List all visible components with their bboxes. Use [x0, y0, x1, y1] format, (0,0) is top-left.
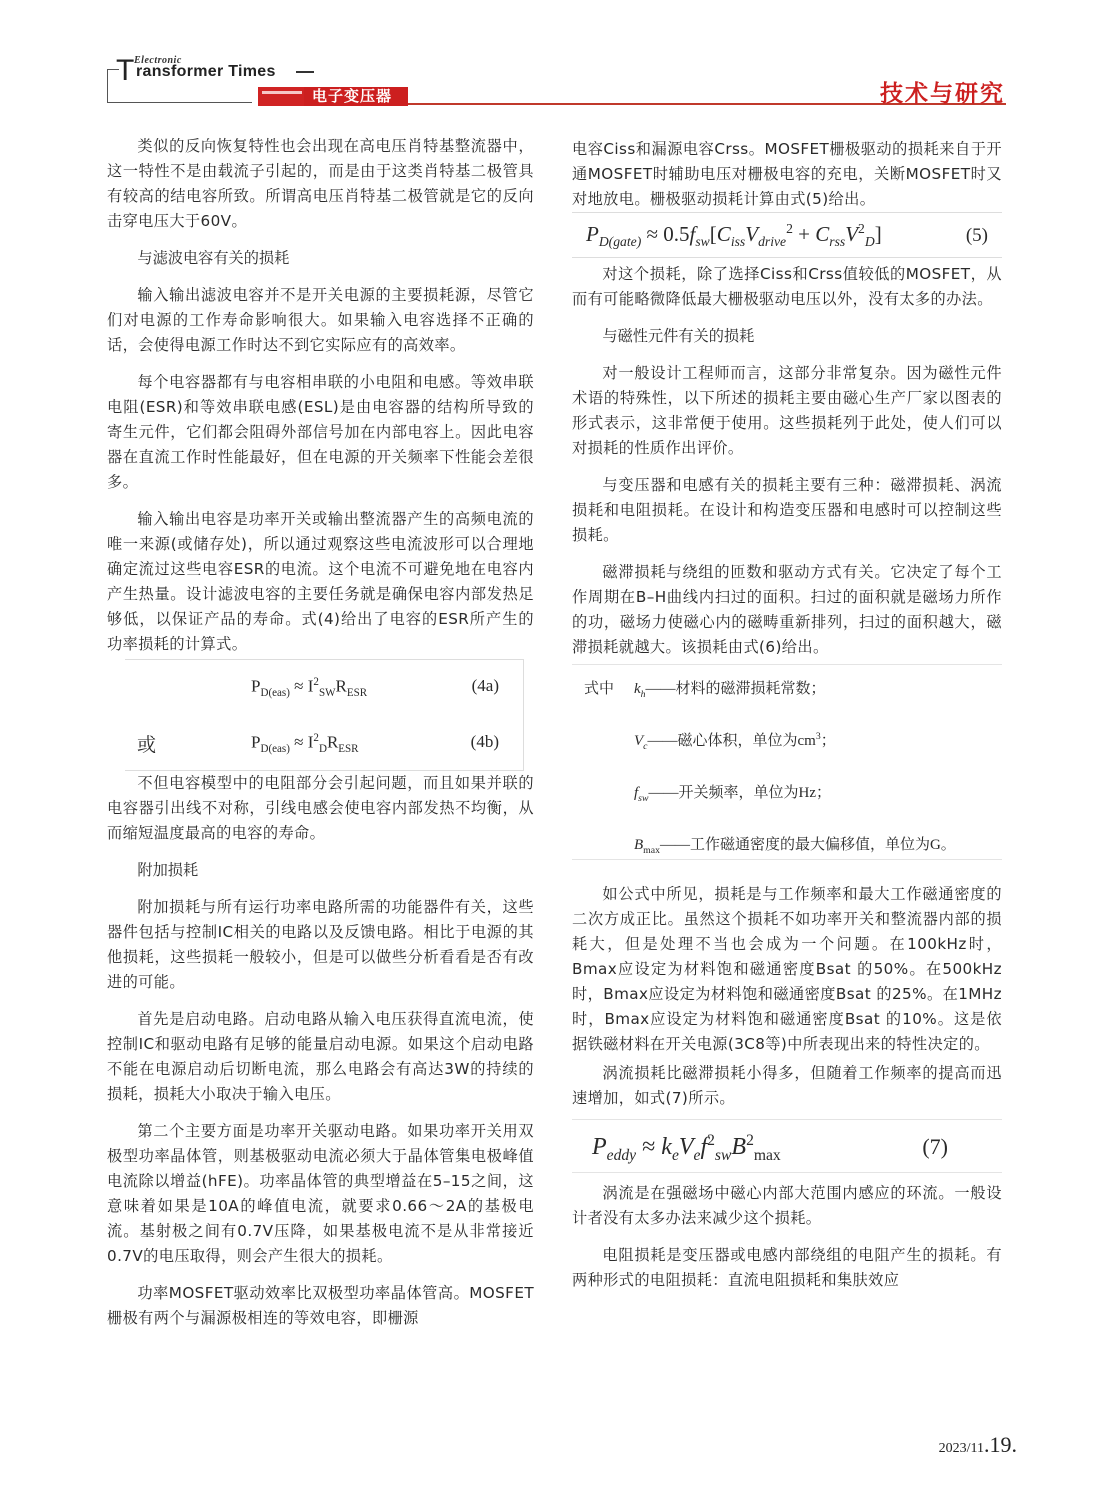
equation-4: [125, 659, 524, 771]
def-kh-text: ——材料的磁滞损耗常数；: [645, 681, 826, 697]
equation-4a: $P_{D(eas)} \approx I^2_{SW}R_{ESR}$: [251, 676, 368, 700]
equation-7-body: $P_{eddy} \approx k_eV_ef^2_{sw}B^2_{max}$: [592, 1132, 781, 1164]
paragraph: 电容Ciss和漏源电容Crss。MOSFET栅极驱动的损耗来自于开通MOSFET时辅助电压对栅极电容的充电，关断MOSFET时又对地放电。栅极驱动损耗计算由式(5)给出。: [572, 140, 1002, 208]
equation-4b-number: (4b): [470, 732, 499, 751]
paragraph: 对这个损耗，除了选择Ciss和Crss值较低的MOSFET，从而有可能略微降低最大栅极驱动电压以外，没有太多的办法。: [572, 265, 1002, 308]
paragraph: 输入输出滤波电容并不是开关电源的主要损耗源，尽管它们对电源的工作寿命影响很大。如果输入电容选择不正确的话，会使得电源工作时达不到它实际应有的高效率。: [107, 286, 534, 354]
subheading: 附加损耗: [137, 861, 199, 879]
paragraph: 涡流损耗比磁滞损耗小得多，但随着工作频率的提高而迅速增加，如式(7)所示。: [572, 1064, 1002, 1107]
equation-7-number: (7): [922, 1134, 948, 1159]
paragraph: 电阻损耗是变压器或电感内部绕组的电阻产生的损耗。有两种形式的电阻损耗：直流电阻损耗和集肤效应: [572, 1246, 1002, 1289]
paragraph: 输入输出电容是功率开关或输出整流器产生的高频电流的唯一来源(或储存处)，所以通过观察这些电流波形可以合理地确定流过这些电容ESR的电流。这个电流不可避免地在电容内产生热量。设计滤波电容的主要任务就是确保电容内部发热足够低，以保证产品的寿命。式(4)给出了电容的ESR所产生的功率损耗的计算式。: [107, 510, 534, 653]
masthead-rule-vertical: [107, 69, 108, 102]
equation-5: [572, 212, 1002, 258]
equation-6-definitions: [572, 664, 1002, 860]
def-bmax-text: ——工作磁通密度的最大偏移值，单位为G。: [659, 837, 956, 853]
paragraph: 首先是启动电路。启动电路从输入电压获得直流电流，使控制IC和驱动电路有足够的能量启动电源。如果这个启动电路不能在电源启动后切断电流，那么电路会有高达3W的持续的损耗，损耗大小取决于输入电压。: [107, 1010, 534, 1103]
def-kh: $k_h——$材料的磁滞损耗常数；: [634, 681, 826, 700]
masthead-dash: [296, 71, 314, 73]
paragraph: 第二个主要方面是功率开关驱动电路。如果功率开关用双极型功率晶体管，则基极驱动电流必须大于晶体管集电极峰值电流除以增益(hFE)。功率晶体管的典型增益在5–15之间，这意味着如果是10A的峰值电流，就要求0.66～2A的基极电流。基射极之间有0.7V压降，如果基极电流不是从非常接近0.7V的电压取得，则会产生很大的损耗。: [107, 1122, 534, 1265]
equation-5-number: (5): [965, 225, 988, 246]
def-vc-text: ——磁心体积，单位为cm: [647, 733, 816, 749]
def-fsw-text: ——开关频率，单位为Hz；: [648, 785, 831, 801]
equation-4a-number: (4a): [471, 676, 499, 695]
paragraph: 与变压器和电感有关的损耗主要有三种：磁滞损耗、涡流损耗和电阻损耗。在设计和构造变压器和电感时可以控制这些损耗。: [572, 476, 1002, 544]
issue-date: 2023/11: [938, 1441, 984, 1456]
def-bmax: $B_{max}——$工作磁通密度的最大偏移值，单位为G。: [634, 837, 956, 856]
equation-4b: $P_{D(eas)} \approx I^2_DR_{ESR}$: [251, 732, 359, 756]
equation-7: [572, 1119, 1002, 1173]
masthead-title: ransformer Times: [136, 63, 276, 80]
subheading: 与磁性元件有关的损耗: [602, 327, 755, 345]
page-footer: [939, 1432, 1017, 1458]
def-fsw: $f_{sw}——$开关频率，单位为Hz；: [634, 785, 831, 804]
page-number: .19.: [984, 1432, 1017, 1457]
or-label: 或: [137, 735, 157, 756]
def-vc-end: ；: [820, 733, 836, 749]
def-vc: $V_c——$磁心体积，单位为$cm^3$；: [634, 731, 836, 752]
paragraph: 对一般设计工程师而言，这部分非常复杂。因为磁性元件术语的特殊性，以下所述的损耗主要由磁心生产厂家以图表的形式表示，这非常便于使用。这些损耗列于此处，使人们可以对损耗的性质作出评价。: [572, 364, 1002, 457]
right-column: [572, 137, 1002, 1293]
left-column: [107, 134, 534, 1331]
section-title: 技术与研究: [880, 81, 1005, 107]
paragraph: 不但电容模型中的电阻部分会引起问题，而且如果并联的电容器引出线不对称，引线电感会使电容内部发热不均衡，从而缩短温度最高的电容的寿命。: [107, 774, 534, 842]
subheading: 与滤波电容有关的损耗: [137, 249, 290, 267]
masthead-stripe: [262, 91, 302, 94]
masthead-initial: T: [116, 54, 135, 87]
paragraph: 如公式中所见，损耗是与工作频率和最大工作磁通密度的二次方成正比。虽然这个损耗不如功率开关和整流器内部的损耗大，但是处理不当也会成为一个问题。在100kHz时，Bmax应设定为材料饱和磁通密度Bsat 的50%。在500kHz时，Bmax应设定为材料饱和磁通密度Bsat 的25%。在1MHz时，Bmax应设定为材料饱和磁通密度Bsat 的10%。这是依据铁磁材料在开关电源(3C8等)中所表现出来的特性决定的。: [572, 885, 1002, 1053]
paragraph: 涡流是在强磁场中磁心内部大范围内感应的环流。一般设计者没有太多办法来减少这个损耗。: [572, 1184, 1002, 1227]
paragraph: 功率MOSFET驱动效率比双极型功率晶体管高。MOSFET栅极有两个与漏源极相连的等效电容，即栅源: [107, 1284, 534, 1327]
masthead-small-text: Electronic: [134, 55, 182, 66]
paragraph: 附加损耗与所有运行功率电路所需的功能器件有关，这些器件包括与控制IC相关的电路以及反馈电路。相比于电源的其他损耗，这些损耗一般较小，但是可以做些分析看看是否有改进的可能。: [107, 898, 534, 991]
masthead-red-block: [258, 87, 304, 106]
paragraph: 磁滞损耗与绕组的匝数和驱动方式有关。它决定了每个工作周期在B–H曲线内扫过的面积。扫过的面积就是磁场力所作的功，磁场力使磁心内的磁畴重新排列，扫过的面积越大，磁滞损耗就越大。该损耗由式(6)给出。: [572, 563, 1002, 656]
paragraph: 类似的反向恢复特性也会出现在高电压肖特基整流器中，这一特性不是由载流子引起的，而是由于这类肖特基二极管具有较高的结电容所致。所谓高电压肖特基二极管就是它的反向击穿电压大于60V。: [107, 137, 534, 230]
where-label: 式中: [584, 681, 615, 697]
masthead-chinese-title: 电子变压器: [312, 87, 393, 105]
equation-5-body: $P_{D(gate)} \approx 0.5f_{sw}[C_{iss}V_{drive}^2 + C_{rss}V^2_D]$: [586, 221, 882, 250]
paragraph: 每个电容器都有与电容相串联的小电阻和电感。等效串联电阻(ESR)和等效串联电感(ESL)是由电容器的结构所导致的寄生元件，它们都会阻碍外部信号加在内部电容上。因此电容器在直流工作时性能最好，但在电源的开关频率下性能会差很多。: [107, 373, 534, 491]
masthead-rule-bottom: [107, 102, 252, 103]
